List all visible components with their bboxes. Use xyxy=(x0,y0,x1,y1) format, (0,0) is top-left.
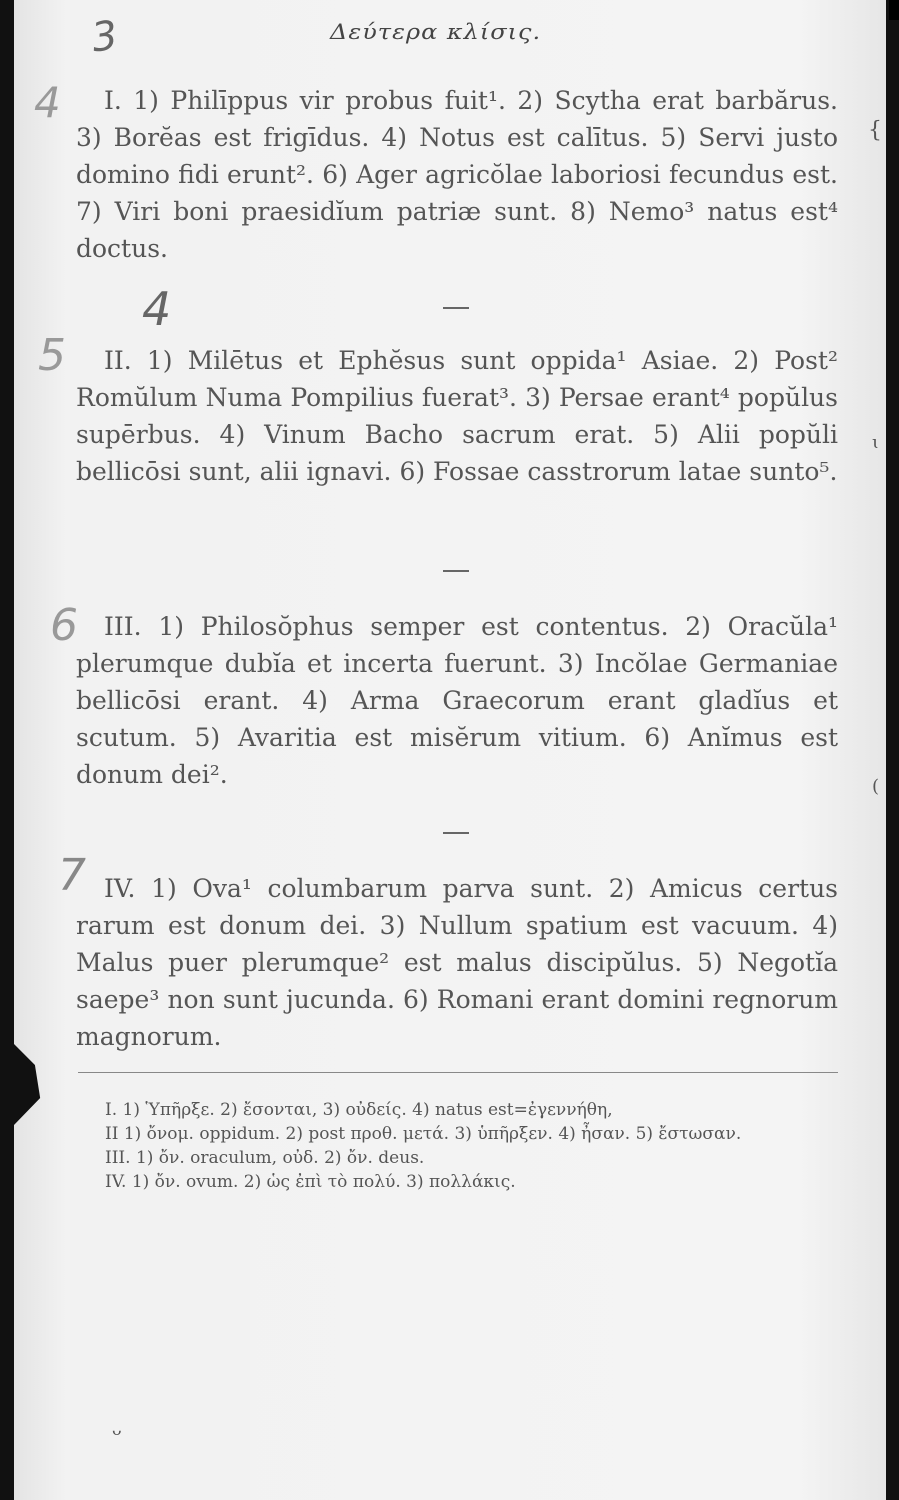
footnote-line: IV. 1) ὄν. ovum. 2) ὡς ἐπὶ τὸ πολύ. 3) πολλάκις. xyxy=(105,1172,516,1192)
scan-edge-shadow xyxy=(889,0,899,20)
exercise-text: 1) Ova¹ columbarum parva sunt. 2) Amicus certus rarum est donum dei. 3) Nullum spatium est vacuum. 4) Malus puer plerumque² est malus discipŭlus. 5) Negotĭa saepe³ non sunt jucunda. 6) Romani erant domini regnorum magnorum. xyxy=(76,874,839,1051)
footnote-rule xyxy=(78,1072,838,1073)
margin-mark: { xyxy=(868,118,882,143)
footnotes xyxy=(105,1098,845,1194)
handwritten-number: 4 xyxy=(34,78,61,127)
handwritten-number: 4 xyxy=(142,282,172,336)
handwritten-number: 3 xyxy=(88,12,121,62)
exercise-2 xyxy=(76,342,838,490)
margin-mark: ( xyxy=(872,776,880,797)
exercise-1 xyxy=(76,82,838,267)
exercise-3 xyxy=(76,608,838,793)
handwritten-number: 7 xyxy=(58,850,86,901)
margin-mark: ɩ xyxy=(872,432,880,453)
footnote-line: III. 1) ὄν. oraculum, οὐδ. 2) ὄν. deus. xyxy=(105,1148,425,1168)
handwritten-number: 5 xyxy=(38,330,66,381)
exercise-numeral: II. xyxy=(104,346,132,375)
exercise-text: 1) Philosŏphus semper est contentus. 2) Oracŭla¹ plerumque dubĭa et incerta fuerunt. 3) Incŏlae Germaniae bellicōsi erant. 4) Arma Graecorum erant gladĭus et scutum. 5) Avaritia est misĕrum vitium. 6) Anĭmus est donum dei². xyxy=(76,612,838,789)
exercise-text: 1) Milētus et Ephĕsus sunt oppida¹ Asiae. 2) Post² Romŭlum Numa Pompilius fuerat³. 3) Persae erant⁴ popŭlus supērbus. 4) Vinum Bacho sacrum erat. 5) Alii popŭli bellicōsi sunt, alii ignavi. 6) Fossae casstrorum latae sunto⁵. xyxy=(76,346,838,486)
page-mark: ᴗ xyxy=(112,1420,122,1439)
section-separator xyxy=(443,832,469,834)
running-head: Δεύτερα κλίσις. xyxy=(330,19,542,45)
exercise-text: 1) Philīppus vir probus fuit¹. 2) Scytha erat barbărus. 3) Borĕas est frigīdus. 4) Notus est calītus. 5) Servi justo domino fidi erunt². 6) Ager agricŏlae laboriosi fecundus est. 7) Viri boni praesidĭum patriæ sunt. 8) Nemo³ natus est⁴ doctus. xyxy=(76,86,838,263)
handwritten-number: 6 xyxy=(50,600,78,651)
section-separator xyxy=(443,570,469,572)
section-separator xyxy=(443,307,469,309)
exercise-numeral: IV. xyxy=(104,874,136,903)
exercise-numeral: I. xyxy=(104,86,122,115)
footnote-line: II 1) ὄνομ. oppidum. 2) post προθ. μετά. 3) ὑπῆρξεν. 4) ἦσαν. 5) ἔστωσαν. xyxy=(105,1124,742,1144)
footnote-line: I. 1) Ὑπῆρξε. 2) ἔσονται, 3) οὐδείς. 4) natus est=ἐγεννήθη, xyxy=(105,1100,613,1120)
exercise-numeral: III. xyxy=(104,612,142,641)
exercise-4 xyxy=(76,870,838,1055)
